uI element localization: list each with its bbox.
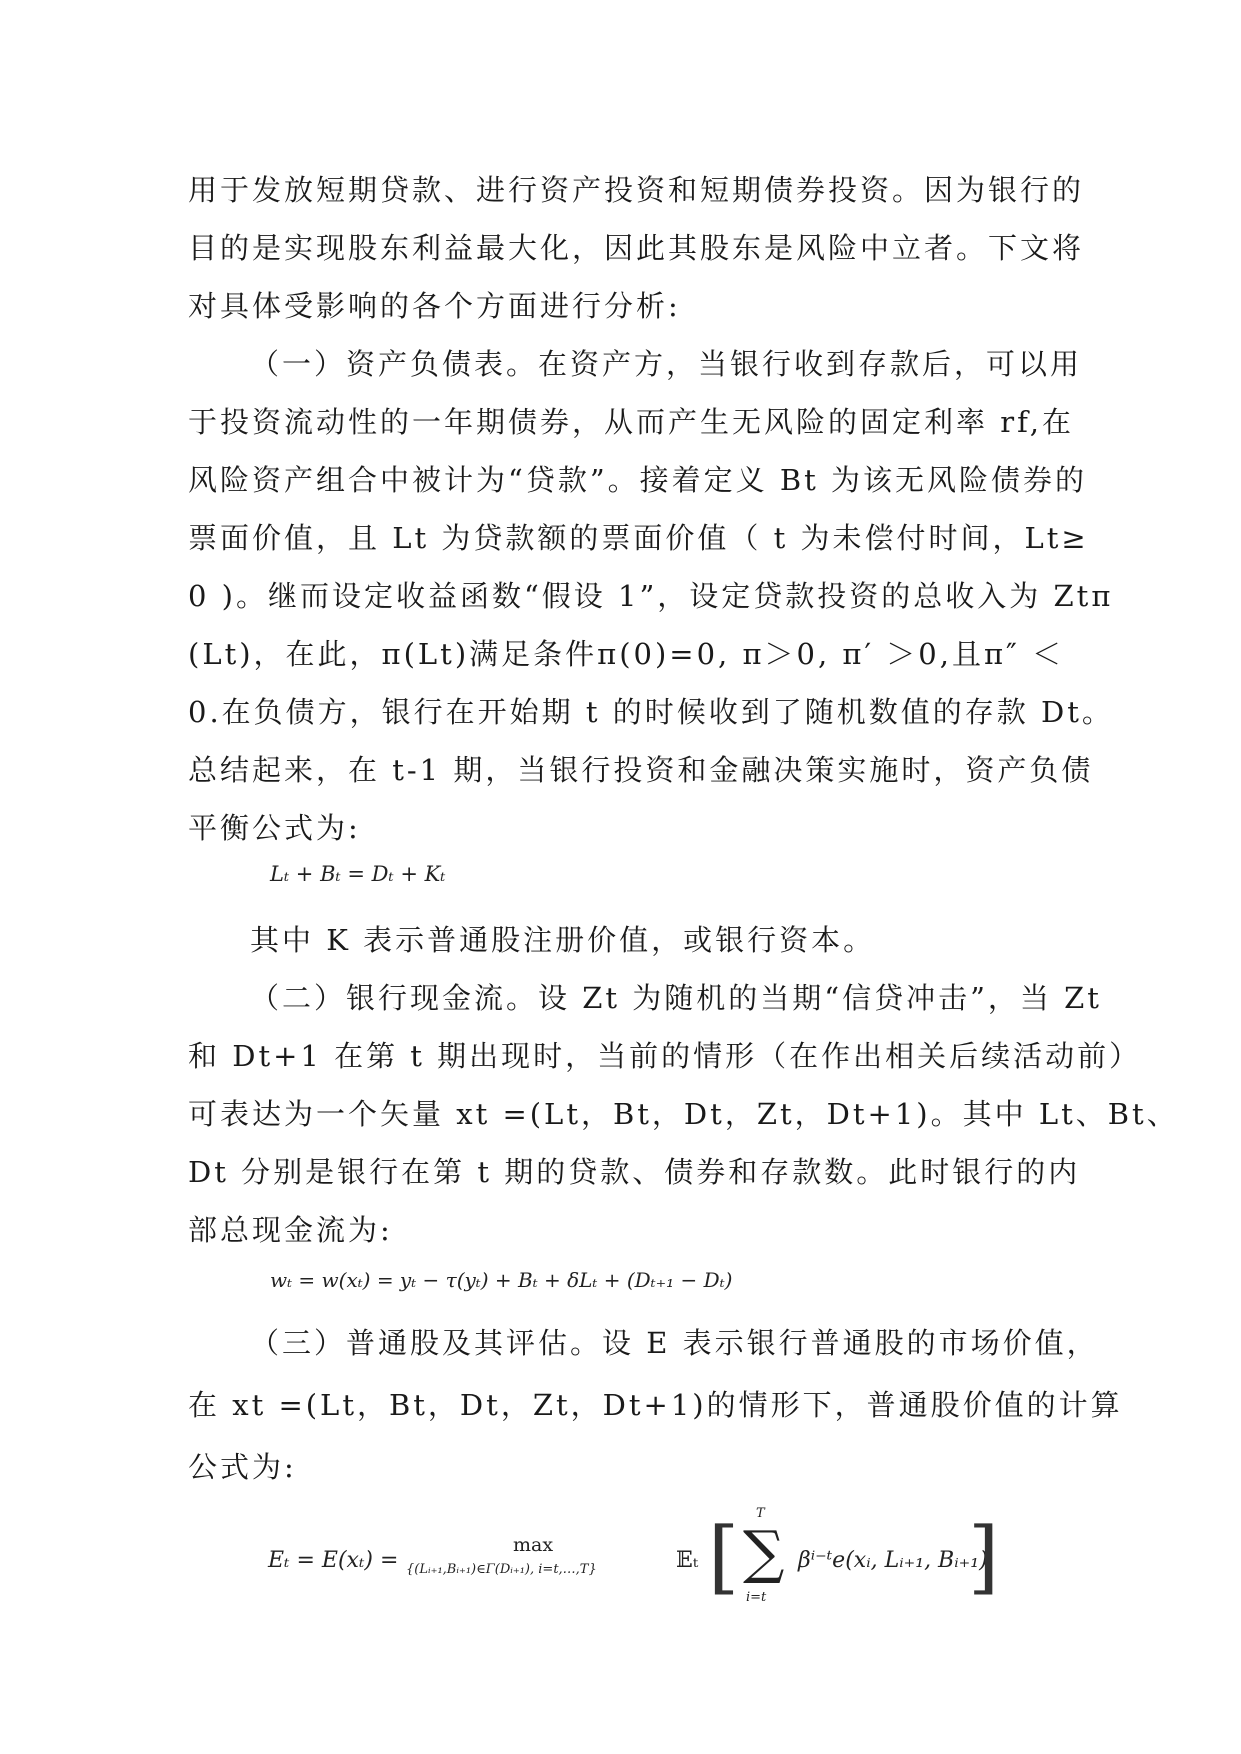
equity-value-formula: [268, 1506, 1008, 1616]
paragraph-line: 票面价值，且 Lt 为贷款额的票面价值（ t 为未偿付时间，Lt≥: [188, 521, 1089, 555]
paragraph-line: 于投资流动性的一年期债券，从而产生无风险的固定利率 rf,在: [188, 405, 1075, 439]
sum-upper-limit: T: [756, 1506, 765, 1521]
right-bracket: ]: [968, 1510, 1000, 1603]
section-heading-equity: （三）普通股及其评估。设 E 表示银行普通股的市场价值，: [250, 1326, 1099, 1360]
paragraph-line: 和 Dt+1 在第 t 期出现时，当前的情形（在作出相关后续活动前）: [188, 1039, 1142, 1073]
equity-formula-max: max: [513, 1534, 554, 1556]
paragraph-line: 0.在负债方，银行在开始期 t 的时候收到了随机数值的存款 Dt。: [188, 695, 1114, 729]
paragraph-line: 目的是实现股东利益最大化，因此其股东是风险中立者。下文将: [188, 231, 1085, 265]
paragraph-line: (Lt)，在此，π(Lt)满足条件π(0)=0, π＞0, π′ ＞0,且π″ ＜: [188, 637, 1065, 671]
paragraph-line: 在 xt =(Lt，Bt，Dt，Zt，Dt+1)的情形下，普通股价值的计算: [188, 1388, 1123, 1422]
section-heading-balance-sheet: （一）资产负债表。在资产方，当银行收到存款后，可以用: [250, 347, 1083, 381]
paragraph-line: 对具体受影响的各个方面进行分析:: [188, 289, 681, 323]
paragraph-line: 公式为:: [188, 1450, 297, 1484]
sum-lower-limit: i=t: [746, 1590, 767, 1605]
equity-formula-constraint: {(Lᵢ₊₁,Bᵢ₊₁)∈Γ(Dᵢ₊₁), i=t,…,T}: [406, 1562, 597, 1577]
paragraph-line: 其中 K 表示普通股注册价值，或银行资本。: [250, 923, 876, 957]
balance-formula: Lₜ + Bₜ = Dₜ + Kₜ: [270, 862, 446, 886]
paragraph-line: 0 )。继而设定收益函数“假设 1”，设定贷款投资的总收入为 Ztπ: [188, 579, 1114, 613]
paragraph-line: 部总现金流为:: [188, 1213, 393, 1247]
section-heading-cash-flow: （二）银行现金流。设 Zt 为随机的当期“信贷冲击”，当 Zt: [250, 981, 1102, 1015]
equity-formula-summand: βⁱ⁻ᵗe(xᵢ, Lᵢ₊₁, Bᵢ₊₁): [798, 1548, 988, 1573]
paragraph-line: 平衡公式为:: [188, 811, 361, 845]
paragraph-line: 总结起来，在 t-1 期，当银行投资和金融决策实施时，资产负债: [188, 753, 1094, 787]
paragraph-line: Dt 分别是银行在第 t 期的贷款、债券和存款数。此时银行的内: [188, 1155, 1081, 1189]
equity-formula-expectation: 𝔼ₜ: [676, 1548, 699, 1573]
paragraph-line: 用于发放短期贷款、进行资产投资和短期债券投资。因为银行的: [188, 173, 1085, 207]
left-bracket: [: [708, 1510, 740, 1603]
paragraph-line: 可表达为一个矢量 xt =(Lt，Bt，Dt，Zt，Dt+1)。其中 Lt、Bt、: [188, 1097, 1179, 1131]
equity-formula-lhs: Eₜ = E(xₜ) =: [268, 1548, 399, 1573]
cash-flow-formula: wₜ = w(xₜ) = yₜ − τ(yₜ) + Bₜ + δLₜ + (Dₜ₊₁ − Dₜ): [270, 1268, 733, 1292]
paragraph-line: 风险资产组合中被计为“贷款”。接着定义 Bt 为该无风险债券的: [188, 463, 1088, 497]
sum-symbol: ∑: [743, 1518, 785, 1586]
